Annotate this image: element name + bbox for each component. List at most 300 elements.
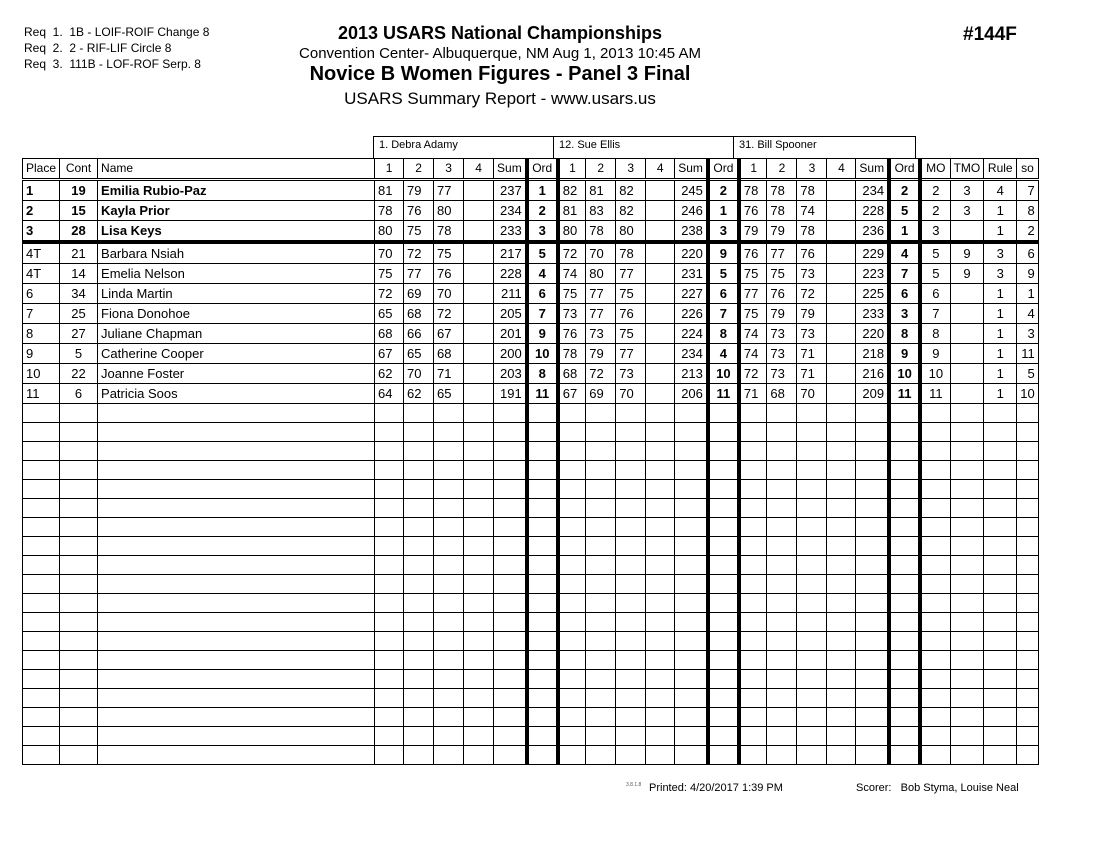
empty-cell [675, 689, 708, 708]
empty-cell [404, 670, 434, 689]
empty-cell [856, 499, 889, 518]
empty-cell [1017, 423, 1038, 442]
empty-cell [98, 689, 375, 708]
empty-cell [675, 556, 708, 575]
mo-cell: 5 [920, 264, 950, 284]
empty-row [23, 423, 1039, 442]
empty-cell [767, 575, 797, 594]
score-cell [464, 324, 494, 344]
contestant-number-cell: 25 [60, 304, 98, 324]
place-cell: 9 [23, 344, 60, 364]
empty-cell [708, 480, 739, 499]
empty-cell [375, 670, 404, 689]
empty-cell [586, 461, 616, 480]
requirement-3: Req 3. 111B - LOF-ROF Serp. 8 [24, 57, 201, 71]
score-cell: 78 [558, 344, 586, 364]
score-cell: 72 [404, 242, 434, 264]
empty-cell [675, 575, 708, 594]
empty-cell [827, 423, 856, 442]
empty-row [23, 670, 1039, 689]
rule-cell: 1 [984, 201, 1017, 221]
contestant-number-cell: 5 [60, 344, 98, 364]
score-cell: 78 [586, 221, 616, 243]
empty-cell [827, 537, 856, 556]
empty-cell [527, 613, 558, 632]
empty-cell [464, 442, 494, 461]
empty-cell [375, 442, 404, 461]
score-cell: 76 [797, 242, 827, 264]
empty-cell [60, 499, 98, 518]
empty-cell [375, 632, 404, 651]
score-cell: 80 [434, 201, 464, 221]
empty-cell [767, 689, 797, 708]
score-cell: 67 [434, 324, 464, 344]
sum-cell: 218 [856, 344, 889, 364]
empty-cell [494, 632, 527, 651]
contestant-number-cell: 6 [60, 384, 98, 404]
mo-cell: 9 [920, 344, 950, 364]
empty-cell [60, 746, 98, 765]
rule-cell: 1 [984, 324, 1017, 344]
empty-cell [646, 442, 675, 461]
score-cell: 71 [797, 364, 827, 384]
empty-cell [920, 708, 950, 727]
empty-cell [23, 670, 60, 689]
empty-cell [767, 613, 797, 632]
empty-cell [889, 651, 920, 670]
empty-row [23, 404, 1039, 423]
empty-cell [494, 423, 527, 442]
score-cell: 65 [404, 344, 434, 364]
empty-cell [494, 670, 527, 689]
score-cell: 75 [739, 304, 767, 324]
empty-cell [586, 708, 616, 727]
ordinal-cell: 11 [527, 384, 558, 404]
header-judge3-col2: 2 [767, 159, 797, 180]
empty-cell [984, 689, 1017, 708]
ordinal-cell: 9 [708, 242, 739, 264]
empty-cell [984, 556, 1017, 575]
score-cell: 78 [375, 201, 404, 221]
empty-cell [646, 651, 675, 670]
empty-cell [950, 423, 984, 442]
score-cell [827, 384, 856, 404]
score-cell: 81 [375, 180, 404, 201]
header-judge1-col3: 3 [434, 159, 464, 180]
score-cell: 79 [739, 221, 767, 243]
empty-cell [1017, 537, 1038, 556]
empty-cell [527, 480, 558, 499]
empty-cell [558, 689, 586, 708]
empty-cell [767, 423, 797, 442]
empty-cell [23, 404, 60, 423]
empty-cell [889, 727, 920, 746]
empty-cell [984, 537, 1017, 556]
empty-cell [739, 746, 767, 765]
empty-cell [404, 461, 434, 480]
empty-cell [646, 461, 675, 480]
header-so: so [1017, 159, 1038, 180]
judge-2-header: 12. Sue Ellis [553, 136, 734, 158]
empty-cell [646, 670, 675, 689]
score-cell [646, 242, 675, 264]
rule-cell: 1 [984, 304, 1017, 324]
score-cell: 80 [375, 221, 404, 243]
empty-cell [1017, 708, 1038, 727]
empty-cell [827, 556, 856, 575]
empty-cell [797, 708, 827, 727]
score-cell [464, 284, 494, 304]
sum-cell: 246 [675, 201, 708, 221]
empty-cell [827, 632, 856, 651]
score-cell: 82 [558, 180, 586, 201]
skater-name-cell: Emilia Rubio-Paz [98, 180, 375, 201]
empty-cell [739, 575, 767, 594]
sum-cell: 224 [675, 324, 708, 344]
place-cell: 4T [23, 264, 60, 284]
score-cell: 72 [375, 284, 404, 304]
empty-cell [708, 727, 739, 746]
contestant-number-cell: 27 [60, 324, 98, 344]
empty-cell [767, 461, 797, 480]
empty-cell [60, 442, 98, 461]
skater-name-cell: Joanne Foster [98, 364, 375, 384]
ordinal-cell: 2 [889, 180, 920, 201]
place-cell: 3 [23, 221, 60, 243]
empty-cell [950, 480, 984, 499]
score-cell: 78 [767, 180, 797, 201]
empty-cell [920, 423, 950, 442]
empty-cell [920, 670, 950, 689]
empty-cell [797, 499, 827, 518]
table-row [23, 242, 1039, 264]
empty-cell [675, 727, 708, 746]
contestant-number-cell: 28 [60, 221, 98, 243]
empty-cell [586, 518, 616, 537]
empty-row [23, 518, 1039, 537]
ordinal-cell: 4 [527, 264, 558, 284]
sum-cell: 223 [856, 264, 889, 284]
empty-cell [984, 404, 1017, 423]
score-cell: 65 [375, 304, 404, 324]
mo-cell: 2 [920, 180, 950, 201]
empty-cell [708, 613, 739, 632]
empty-cell [646, 746, 675, 765]
empty-cell [675, 708, 708, 727]
empty-cell [708, 556, 739, 575]
empty-cell [527, 575, 558, 594]
empty-cell [404, 708, 434, 727]
score-cell [827, 264, 856, 284]
score-cell: 70 [404, 364, 434, 384]
empty-cell [23, 480, 60, 499]
score-cell [646, 364, 675, 384]
empty-cell [739, 499, 767, 518]
empty-cell [558, 423, 586, 442]
empty-cell [464, 480, 494, 499]
score-cell: 77 [586, 284, 616, 304]
empty-cell [98, 613, 375, 632]
score-cell: 73 [586, 324, 616, 344]
empty-row [23, 537, 1039, 556]
rule-cell: 1 [984, 364, 1017, 384]
sum-cell: 211 [494, 284, 527, 304]
empty-cell [1017, 442, 1038, 461]
empty-cell [558, 594, 586, 613]
tmo-cell: 9 [950, 242, 984, 264]
empty-cell [646, 594, 675, 613]
empty-cell [527, 518, 558, 537]
ordinal-cell: 6 [889, 284, 920, 304]
header-rule: Rule [984, 159, 1017, 180]
score-cell: 77 [404, 264, 434, 284]
empty-cell [646, 689, 675, 708]
empty-cell [827, 404, 856, 423]
empty-cell [375, 594, 404, 613]
empty-cell [797, 594, 827, 613]
header-cont: Cont [60, 159, 98, 180]
empty-cell [675, 404, 708, 423]
so-cell: 4 [1017, 304, 1038, 324]
empty-cell [98, 746, 375, 765]
sum-cell: 216 [856, 364, 889, 384]
score-cell: 78 [739, 180, 767, 201]
contestant-number-cell: 14 [60, 264, 98, 284]
empty-cell [464, 727, 494, 746]
empty-cell [950, 689, 984, 708]
sum-cell: 191 [494, 384, 527, 404]
empty-cell [1017, 499, 1038, 518]
empty-cell [856, 632, 889, 651]
score-cell: 70 [434, 284, 464, 304]
header-judge2-col4: 4 [646, 159, 675, 180]
empty-cell [60, 423, 98, 442]
empty-cell [920, 404, 950, 423]
sum-cell: 201 [494, 324, 527, 344]
empty-cell [739, 670, 767, 689]
empty-cell [675, 537, 708, 556]
empty-cell [797, 670, 827, 689]
so-cell: 1 [1017, 284, 1038, 304]
score-cell: 70 [797, 384, 827, 404]
empty-cell [797, 556, 827, 575]
empty-cell [856, 746, 889, 765]
empty-cell [616, 594, 646, 613]
empty-cell [1017, 670, 1038, 689]
empty-cell [434, 461, 464, 480]
score-cell: 71 [739, 384, 767, 404]
ordinal-cell: 10 [889, 364, 920, 384]
so-cell: 3 [1017, 324, 1038, 344]
header-judge3-col4: 4 [827, 159, 856, 180]
empty-cell [889, 480, 920, 499]
empty-cell [856, 556, 889, 575]
empty-cell [375, 708, 404, 727]
score-cell [646, 304, 675, 324]
empty-cell [1017, 518, 1038, 537]
empty-cell [494, 461, 527, 480]
empty-cell [494, 518, 527, 537]
empty-cell [558, 556, 586, 575]
empty-cell [23, 594, 60, 613]
empty-cell [950, 556, 984, 575]
rule-cell: 1 [984, 384, 1017, 404]
empty-cell [558, 461, 586, 480]
empty-cell [527, 442, 558, 461]
empty-cell [1017, 404, 1038, 423]
score-cell: 80 [586, 264, 616, 284]
empty-cell [827, 575, 856, 594]
empty-cell [739, 689, 767, 708]
score-cell [464, 242, 494, 264]
empty-cell [23, 651, 60, 670]
empty-cell [767, 651, 797, 670]
score-cell: 78 [616, 242, 646, 264]
empty-cell [739, 708, 767, 727]
empty-cell [404, 518, 434, 537]
score-cell: 75 [404, 221, 434, 243]
score-cell: 76 [739, 201, 767, 221]
header-tmo: TMO [950, 159, 984, 180]
rule-cell: 3 [984, 264, 1017, 284]
empty-cell [739, 423, 767, 442]
empty-cell [60, 689, 98, 708]
empty-cell [60, 404, 98, 423]
header-judge3-col1: 1 [739, 159, 767, 180]
empty-cell [464, 670, 494, 689]
empty-cell [464, 746, 494, 765]
empty-cell [527, 594, 558, 613]
empty-cell [558, 404, 586, 423]
empty-cell [827, 670, 856, 689]
header-judge1-col5: Sum [494, 159, 527, 180]
empty-cell [404, 746, 434, 765]
empty-cell [60, 461, 98, 480]
event-number: #144F [963, 24, 1017, 45]
empty-cell [23, 442, 60, 461]
empty-cell [494, 404, 527, 423]
mo-cell: 2 [920, 201, 950, 221]
empty-row [23, 632, 1039, 651]
empty-cell [827, 727, 856, 746]
sum-cell: 234 [494, 201, 527, 221]
tmo-cell: 3 [950, 180, 984, 201]
skater-name-cell: Fiona Donohoe [98, 304, 375, 324]
empty-cell [646, 423, 675, 442]
empty-cell [404, 727, 434, 746]
tmo-cell [950, 324, 984, 344]
empty-cell [950, 651, 984, 670]
empty-cell [856, 651, 889, 670]
score-cell: 72 [739, 364, 767, 384]
empty-cell [60, 727, 98, 746]
empty-cell [375, 518, 404, 537]
header-judge1-col4: 4 [464, 159, 494, 180]
score-cell: 73 [616, 364, 646, 384]
results-table [22, 158, 1039, 765]
empty-cell [586, 537, 616, 556]
score-cell: 64 [375, 384, 404, 404]
header-place: Place [23, 159, 60, 180]
score-cell: 76 [739, 242, 767, 264]
empty-cell [586, 651, 616, 670]
ordinal-cell: 2 [527, 201, 558, 221]
score-cell: 62 [404, 384, 434, 404]
empty-cell [920, 613, 950, 632]
empty-cell [375, 556, 404, 575]
empty-cell [434, 670, 464, 689]
score-cell [646, 201, 675, 221]
score-cell: 79 [767, 221, 797, 243]
empty-cell [708, 689, 739, 708]
empty-cell [920, 594, 950, 613]
empty-cell [708, 670, 739, 689]
empty-cell [889, 423, 920, 442]
empty-cell [889, 499, 920, 518]
place-cell: 8 [23, 324, 60, 344]
score-cell: 68 [767, 384, 797, 404]
empty-cell [616, 423, 646, 442]
score-cell: 75 [558, 284, 586, 304]
empty-cell [708, 632, 739, 651]
empty-cell [527, 404, 558, 423]
empty-cell [708, 442, 739, 461]
sum-cell: 233 [494, 221, 527, 243]
empty-cell [23, 727, 60, 746]
score-cell: 76 [434, 264, 464, 284]
empty-cell [1017, 613, 1038, 632]
tmo-cell [950, 384, 984, 404]
empty-cell [527, 499, 558, 518]
empty-cell [98, 727, 375, 746]
empty-cell [23, 499, 60, 518]
sum-cell: 203 [494, 364, 527, 384]
empty-cell [404, 613, 434, 632]
ordinal-cell: 9 [527, 324, 558, 344]
tmo-cell [950, 221, 984, 243]
empty-cell [434, 423, 464, 442]
empty-cell [1017, 480, 1038, 499]
score-cell [646, 284, 675, 304]
empty-cell [586, 480, 616, 499]
empty-cell [375, 499, 404, 518]
empty-cell [675, 670, 708, 689]
score-cell: 73 [767, 324, 797, 344]
score-cell [464, 180, 494, 201]
sum-cell: 234 [856, 180, 889, 201]
score-cell: 73 [558, 304, 586, 324]
so-cell: 6 [1017, 242, 1038, 264]
sum-cell: 229 [856, 242, 889, 264]
empty-cell [984, 518, 1017, 537]
empty-cell [646, 556, 675, 575]
empty-cell [464, 689, 494, 708]
score-cell [646, 221, 675, 243]
empty-cell [98, 651, 375, 670]
score-cell [646, 180, 675, 201]
empty-cell [767, 404, 797, 423]
ordinal-cell: 8 [708, 324, 739, 344]
score-cell: 74 [558, 264, 586, 284]
mo-cell: 3 [920, 221, 950, 243]
score-cell [464, 364, 494, 384]
empty-cell [434, 632, 464, 651]
empty-cell [767, 727, 797, 746]
table-row [23, 364, 1039, 384]
empty-cell [797, 613, 827, 632]
empty-cell [797, 461, 827, 480]
empty-cell [797, 518, 827, 537]
